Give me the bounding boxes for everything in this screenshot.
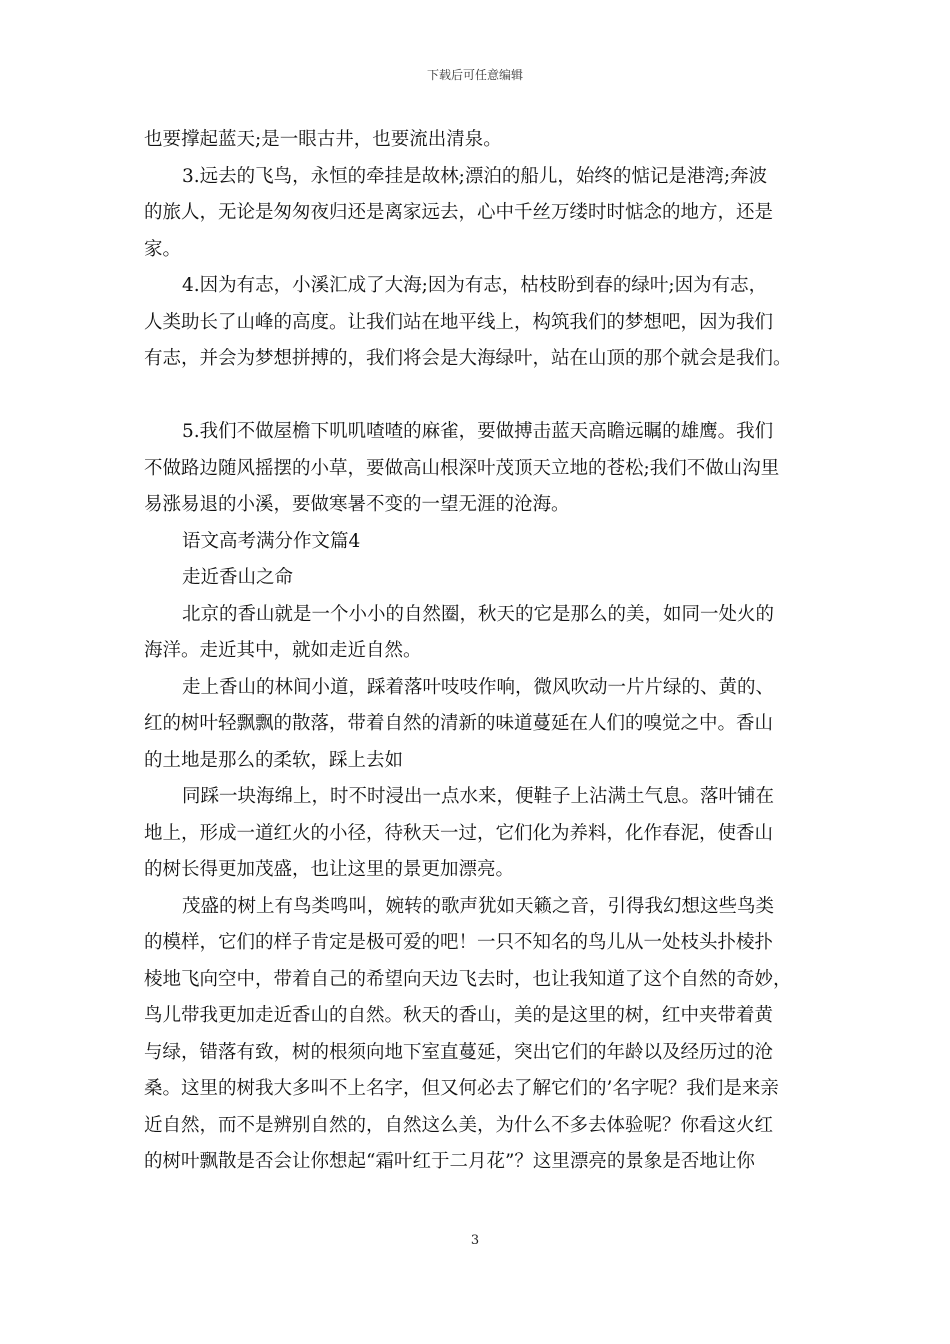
- text-line: 桑。这里的树我大多叫不上名字，但又何必去了解它们的’名字呢？我们是来亲: [144, 1078, 779, 1099]
- text-line: 3.远去的飞鸟，永恒的牵挂是故林;漂泊的船儿，始终的惦记是港湾;奔波: [182, 165, 768, 187]
- text-line: 海洋。走近其中，就如走近自然。: [144, 640, 422, 661]
- text-line: 的模样，它们的样子肯定是极可爱的吧！一只不知名的鸟儿从一处枝头扑棱扑: [144, 932, 774, 953]
- text-line: 的树叶飘散是否会让你想起“霜叶红于二月花”？这里漂亮的景象是否地让你: [144, 1151, 755, 1172]
- text-line: 不做路边随风摇摆的小草，要做高山根深叶茂顶天立地的苍松;我们不做山沟里: [144, 457, 780, 479]
- paragraph-gap: [144, 378, 816, 415]
- text-line: 易涨易退的小溪，要做寒暑不变的一望无涯的沧海。: [144, 494, 570, 515]
- text-line: 地上，形成一道红火的小径，待秋天一过，它们化为养料，化作春泥，使香山: [144, 822, 774, 844]
- page-header: 下载后可任意编辑: [426, 68, 523, 82]
- text-line: 有志，并会为梦想拼搏的，我们将会是大海绿叶，站在山顶的那个就会是我们。: [144, 348, 792, 369]
- text-line: 北京的香山就是一个小小的自然圈，秋天的它是那么的美，如同一处火的: [182, 603, 775, 625]
- text-line: 的树长得更加茂盛，也让这里的景更加漂亮。: [144, 859, 515, 880]
- section-heading: 语文高考满分作文篇4: [182, 530, 361, 552]
- text-line: 人类助长了山峰的高度。让我们站在地平线上，构筑我们的梦想吧，因为我们: [144, 311, 774, 333]
- essay-title: 走近香山之命: [182, 567, 294, 588]
- text-line: 与绿，错落有致，树的根须向地下室直蔓延，突出它们的年龄以及经历过的沧: [144, 1041, 774, 1063]
- text-line: 4.因为有志，小溪汇成了大海;因为有志，枯枝盼到春的绿叶;因为有志，: [182, 275, 768, 296]
- text-line: 茂盛的树上有鸟类鸣叫，婉转的歌声犹如天籁之音，引得我幻想这些鸟类: [182, 895, 775, 917]
- text-line: 鸟儿带我更加走近香山的自然。秋天的香山，美的是这里的树，红中夹带着黄: [144, 1005, 774, 1026]
- document-body: [144, 122, 816, 1181]
- text-line: 的土地是那么的柔软，踩上去如: [144, 749, 404, 771]
- text-line: 也要撑起蓝天;是一眼古井，也要流出清泉。: [144, 129, 502, 150]
- text-line: 近自然，而不是辨别自然的，自然这么美，为什么不多去体验呢？你看这火红: [144, 1114, 774, 1136]
- text-line: 5.我们不做屋檐下叽叽喳喳的麻雀，要做搏击蓝天高瞻远瞩的雄鹰。我们: [182, 421, 774, 442]
- text-line: 红的树叶轻飘飘的散落，带着自然的清新的味道蔓延在人们的嗅觉之中。香山: [144, 713, 774, 734]
- text-line: 家。: [144, 238, 182, 260]
- text-line: 走上香山的林间小道，踩着落叶吱吱作响，微风吹动一片片绿的、黄的、: [182, 676, 775, 698]
- page-number: 3: [470, 1233, 480, 1248]
- text-line: 的旅人，无论是匆匆夜归还是离家远去，心中千丝万缕时时惦念的地方，还是: [144, 202, 774, 223]
- text-line: 同踩一块海绵上，时不时浸出一点水来，便鞋子上沾满土气息。落叶铺在: [182, 786, 775, 807]
- text-line: 棱地飞向空中，带着自己的希望向天边飞去时，也让我知道了这个自然的奇妙，: [144, 968, 792, 990]
